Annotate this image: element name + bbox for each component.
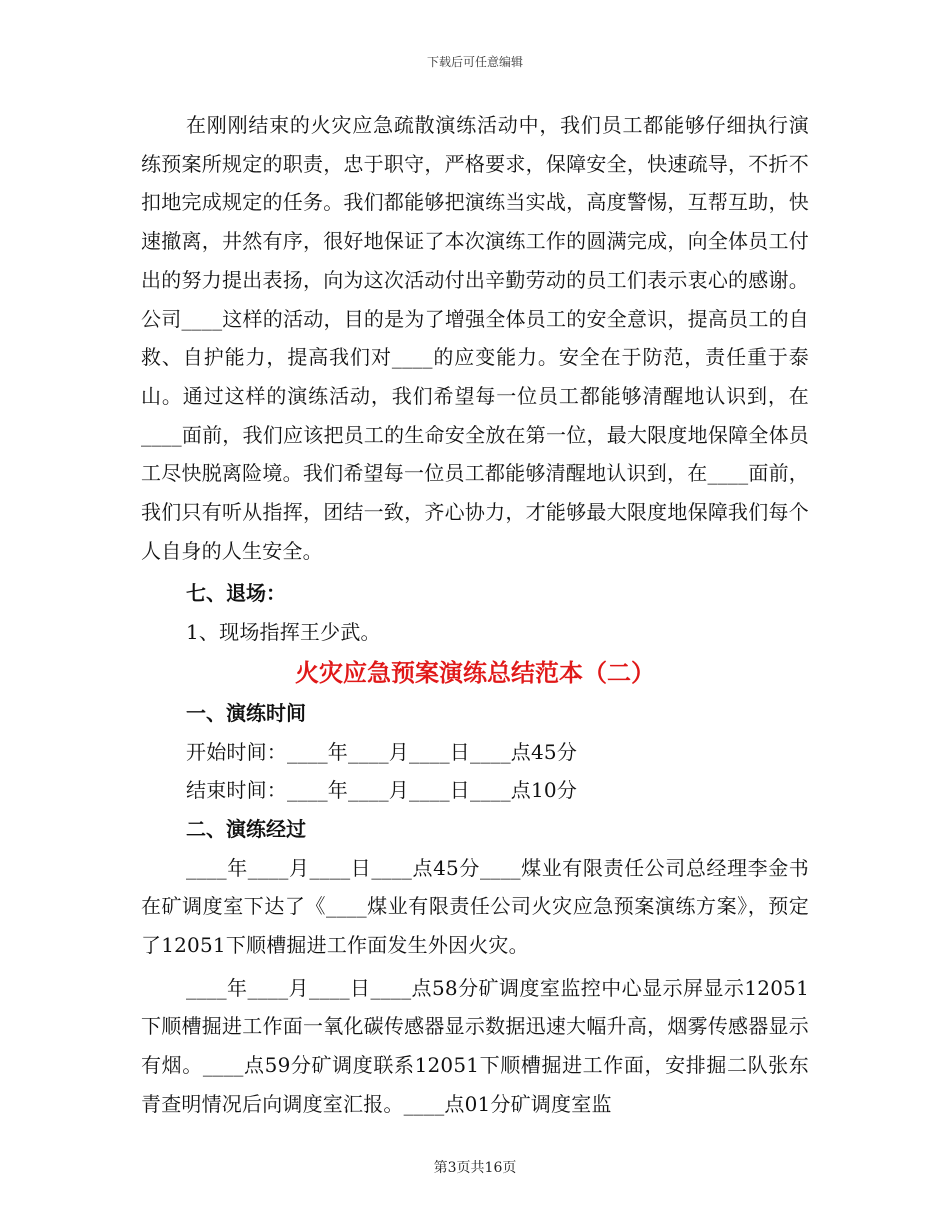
paragraph-process-2: ____年____月____日____点58分矿调度室监控中心显示屏显示12051下顺槽掘进工作面一氧化碳传感器显示数据迅速大幅升高，烟雾传感器显示有烟。____点59分矿调度联系12051下顺槽掘进工作面，安排掘二队张东青查明情况后向调度室汇报。____点01分矿调度室监: [141, 975, 809, 1116]
end-time-line: 结束时间：____年____月____日____点10分: [186, 778, 578, 803]
page-number: 第3页共16页: [433, 1160, 517, 1176]
heading-drill-time: 一、演练时间: [186, 700, 306, 725]
start-time-line: 开始时间：____年____月____日____点45分: [186, 739, 578, 764]
heading-exit: 七、退场：: [186, 581, 286, 606]
paragraph-process-1: ____年____月____日____点45分____煤业有限责任公司总经理李金书在矿调度室下达了《____煤业有限责任公司火灾应急预案演练方案》，预定了12051下顺槽掘进工作面发生外因火灾。: [141, 855, 809, 958]
heading-drill-process: 二、演练经过: [186, 816, 306, 841]
item-field-commander: 1、现场指挥王少武。: [186, 620, 381, 645]
document-title: 火灾应急预案演练总结范本（二）: [295, 658, 655, 687]
document-body: [141, 106, 809, 1124]
paragraph-evaluation: 在刚刚结束的火灾应急疏散演练活动中，我们员工都能够仔细执行演练预案所规定的职责，忠于职守，严格要求，保障安全，快速疏导，不折不扣地完成规定的任务。我们都能够把演练当实战，高度警惕，互帮互助，快速撤离，井然有序，很好地保证了本次演练工作的圆满完成，向全体员工付出的努力提出表扬，向为这次活动付出辛勤劳动的员工们表示衷心的感谢。公司____这样的活动，目的是为了增强全体员工的安全意识，提高员工的自救、自护能力，提高我们对____的应变能力。安全在于防范，责任重于泰山。通过这样的演练活动，我们希望每一位员工都能够清醒地认识到，在____面前，我们应该把员工的生命安全放在第一位，最大限度地保障全体员工尽快脱离险境。我们希望每一位员工都能够清醒地认识到，在____面前，我们只有听从指挥，团结一致，齐心协力，才能够最大限度地保障我们每个人自身的人生安全。: [141, 113, 809, 563]
page-header-note: 下载后可任意编辑: [426, 55, 523, 69]
